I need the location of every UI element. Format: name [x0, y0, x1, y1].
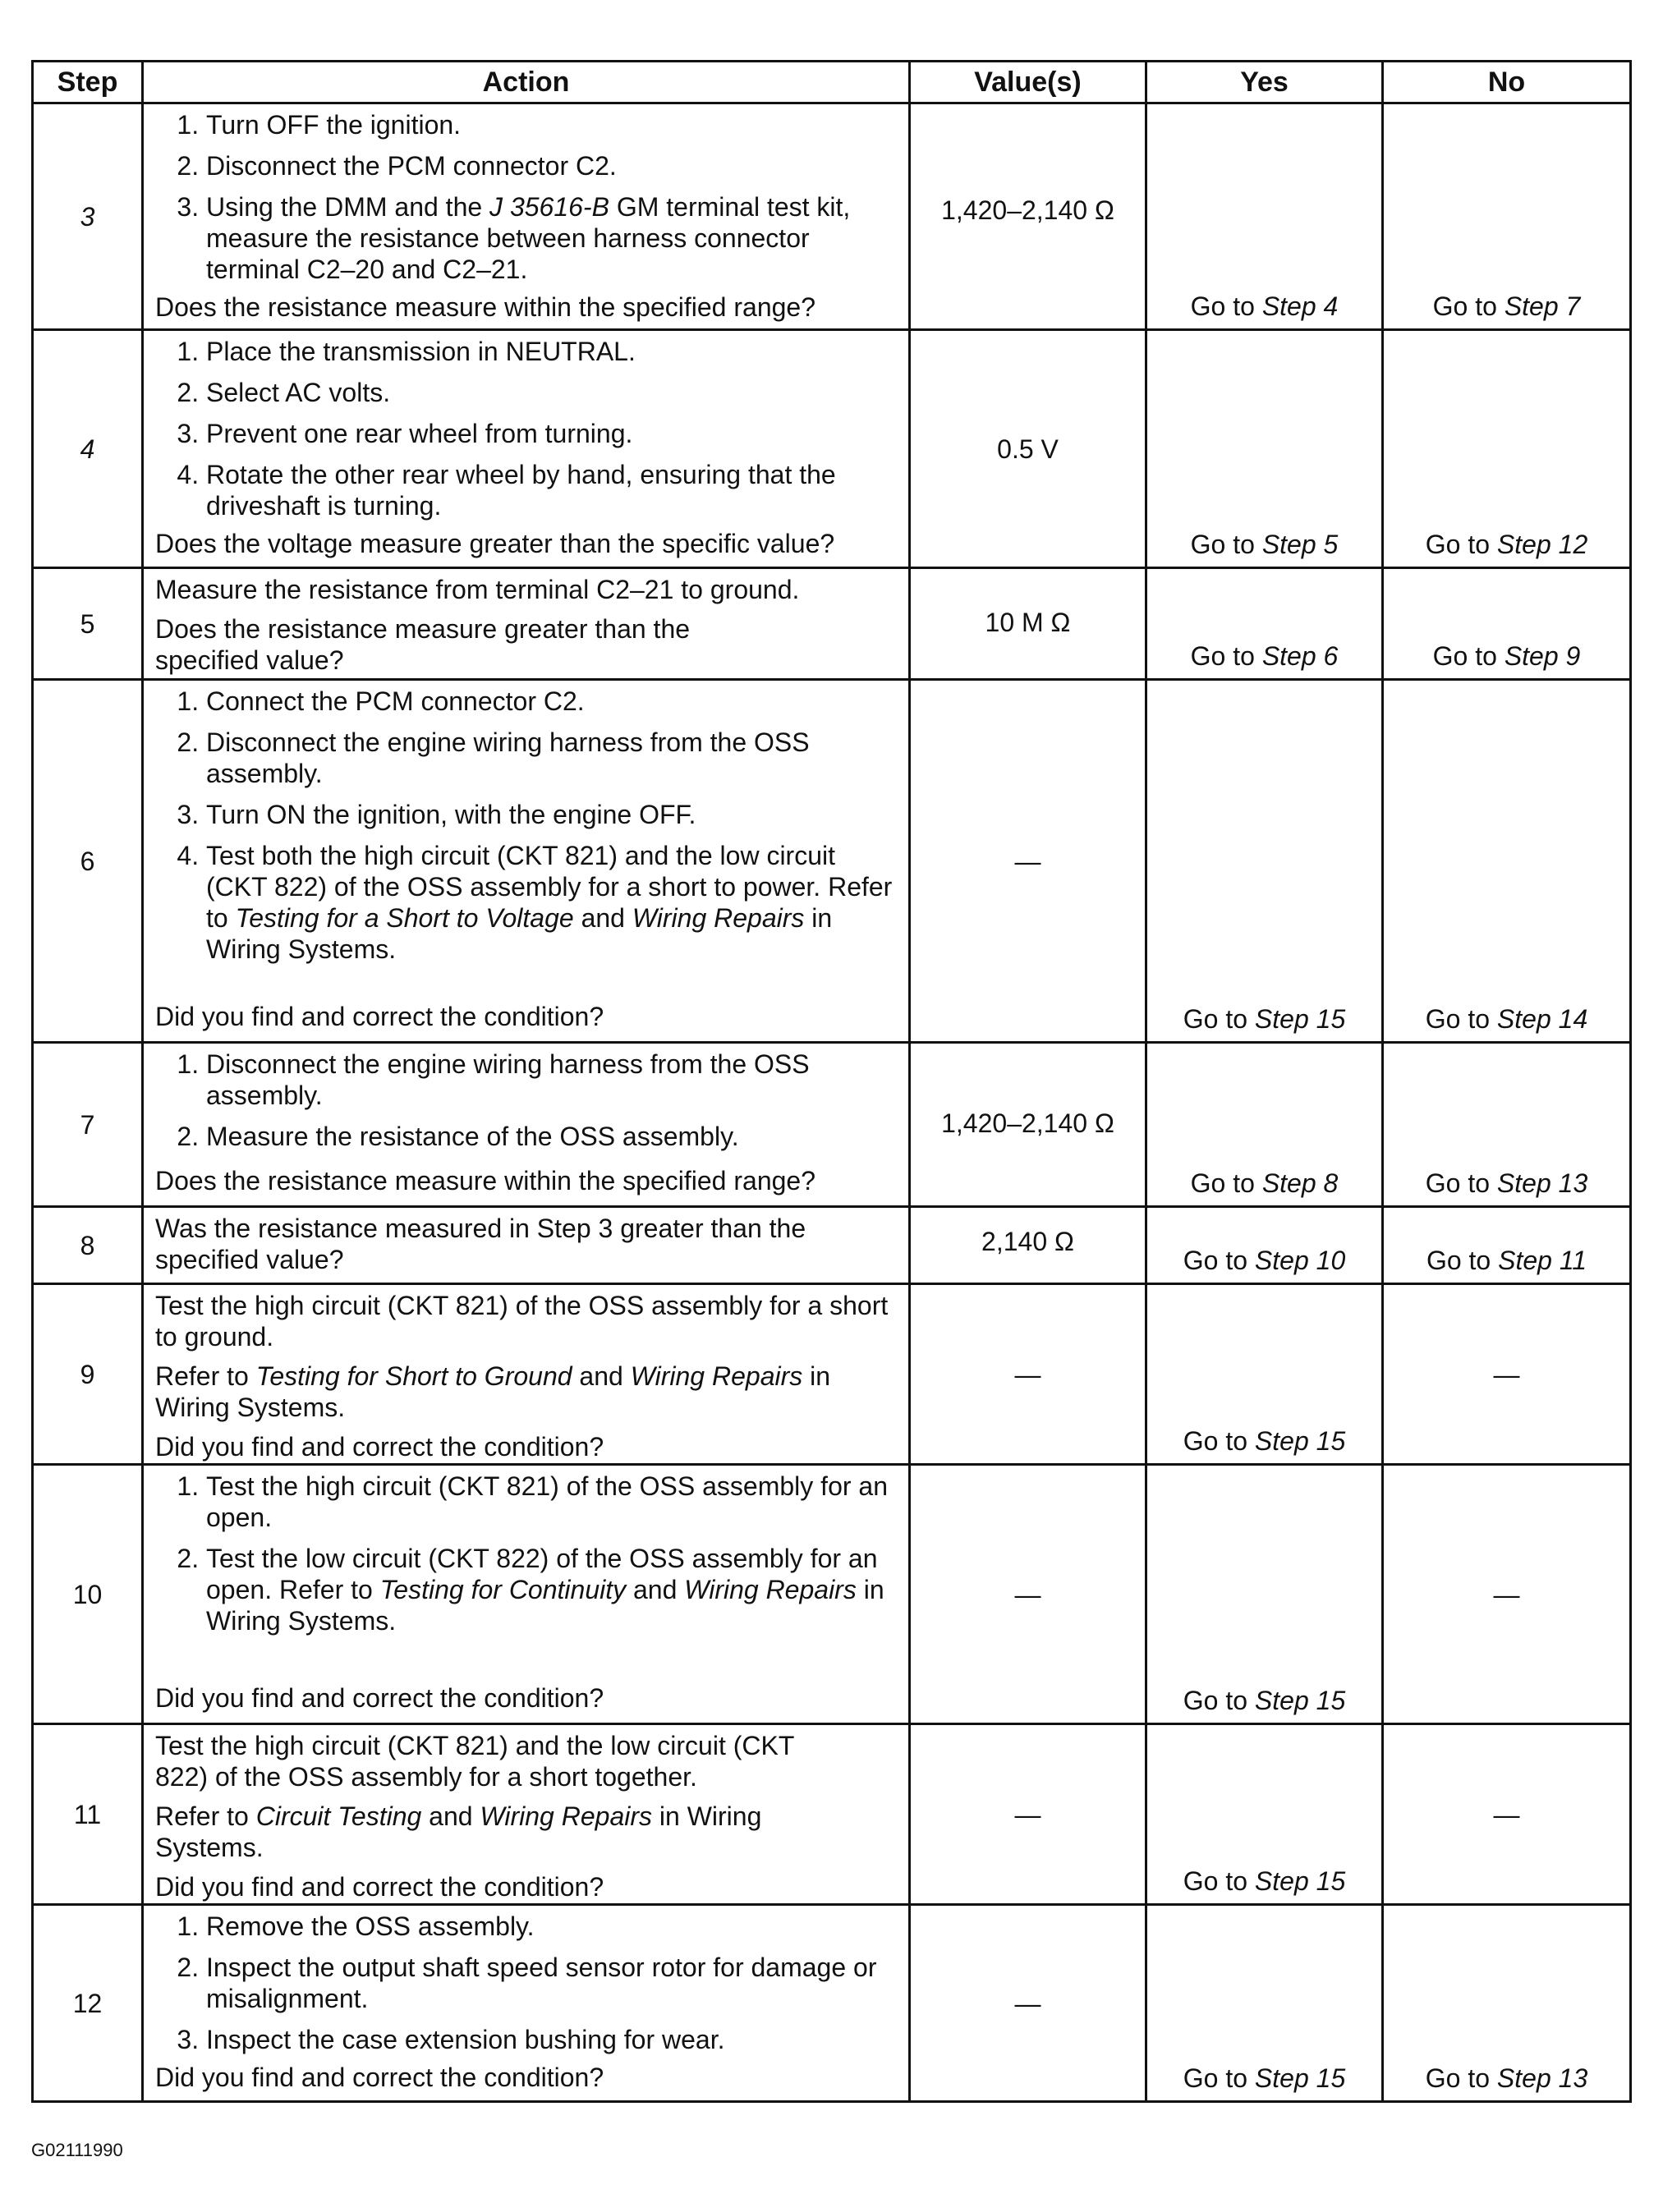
action-cell [143, 103, 910, 330]
list-item: 1. Remove the OSS assembly. [206, 1911, 897, 1942]
list-item: 2. Disconnect the engine wiring harness from the OSS assembly. [206, 727, 897, 789]
list-item: 1. Disconnect the engine wiring harness from the OSS assembly. [206, 1049, 897, 1111]
no-cell: Go to Step 11 [1383, 1207, 1631, 1284]
table-row [33, 1207, 1631, 1284]
header-yes: Yes [1146, 62, 1383, 103]
action-cell [143, 1465, 910, 1724]
question-text: Did you find and correct the condition? [155, 2063, 604, 2092]
step-number: 12 [33, 1905, 143, 2102]
list-item: 3. Prevent one rear wheel from turning. [206, 418, 897, 449]
diagnostic-table-document [31, 60, 1629, 2103]
no-cell: Go to Step 14 [1383, 680, 1631, 1043]
value-cell: 0.5 V [910, 330, 1146, 568]
yes-cell: Go to Step 10 [1146, 1207, 1383, 1284]
header-step: Step [33, 62, 143, 103]
action-text: Test the high circuit (CKT 821) and the low circuit (CKT 822) of the OSS assembly for a short together. [155, 1731, 794, 1792]
diagnostic-steps-table [31, 60, 1632, 2103]
no-cell: — [1383, 1284, 1631, 1465]
no-cell: Go to Step 13 [1383, 1043, 1631, 1207]
yes-cell: Go to Step 5 [1146, 330, 1383, 568]
value-cell: — [910, 1724, 1146, 1905]
question-text: Did you find and correct the condition? [155, 1872, 604, 1902]
action-cell [143, 1043, 910, 1207]
value-cell: — [910, 1284, 1146, 1465]
question-text: Did you find and correct the condition? [155, 1432, 604, 1462]
step-number: 7 [33, 1043, 143, 1207]
list-item: 2. Select AC volts. [206, 377, 897, 408]
table-header-row [33, 62, 1631, 103]
no-cell: Go to Step 9 [1383, 568, 1631, 680]
yes-cell: Go to Step 6 [1146, 568, 1383, 680]
table-row [33, 103, 1631, 330]
table-row [33, 1284, 1631, 1465]
header-no: No [1383, 62, 1631, 103]
value-cell: 2,140 Ω [910, 1207, 1146, 1284]
yes-cell: Go to Step 15 [1146, 1284, 1383, 1465]
header-values: Value(s) [910, 62, 1146, 103]
question-text: Does the resistance measure within the specified range? [155, 292, 815, 322]
action-cell [143, 1905, 910, 2102]
yes-cell: Go to Step 8 [1146, 1043, 1383, 1207]
step-number: 9 [33, 1284, 143, 1465]
action-cell [143, 330, 910, 568]
table-row [33, 330, 1631, 568]
table-row [33, 568, 1631, 680]
table-row [33, 680, 1631, 1043]
yes-cell: Go to Step 4 [1146, 103, 1383, 330]
refer-text: Refer to Circuit Testing and Wiring Repairs in Wiring Systems. [155, 1801, 762, 1862]
list-item: 2. Measure the resistance of the OSS assembly. [206, 1121, 897, 1152]
action-cell [143, 1284, 910, 1465]
question-text: Does the resistance measure within the specified range? [155, 1166, 815, 1195]
value-cell: — [910, 1465, 1146, 1724]
yes-cell: Go to Step 15 [1146, 1905, 1383, 2102]
question-text: Did you find and correct the condition? [155, 1683, 604, 1713]
step-number: 11 [33, 1724, 143, 1905]
table-row [33, 1724, 1631, 1905]
list-item: 1. Connect the PCM connector C2. [206, 686, 897, 717]
question-text: Does the voltage measure greater than the specific value? [155, 529, 835, 558]
list-item: 4. Rotate the other rear wheel by hand, ensuring that the driveshaft is turning. [206, 459, 897, 521]
list-item: 3. Inspect the case extension bushing for wear. [206, 2024, 897, 2055]
action-cell [143, 1207, 910, 1284]
step-number: 10 [33, 1465, 143, 1724]
list-item: 4. Test both the high circuit (CKT 821) and the low circuit (CKT 822) of the OSS assembly for a short to power. Refer to Testing for a Short to Voltage and Wiring Repairs in Wiring Systems. [206, 840, 897, 965]
action-text: Measure the resistance from terminal C2–21 to ground. [155, 575, 800, 604]
list-item: 1. Turn OFF the ignition. [206, 109, 897, 140]
table-row [33, 1465, 1631, 1724]
list-item: 3. Using the DMM and the J 35616-B GM terminal test kit, measure the resistance between harness connector terminal C2–20 and C2–21. [206, 191, 897, 285]
question-text: Was the resistance measured in Step 3 greater than the specified value? [155, 1214, 806, 1274]
action-cell [143, 1724, 910, 1905]
no-cell: Go to Step 7 [1383, 103, 1631, 330]
no-cell: Go to Step 13 [1383, 1905, 1631, 2102]
value-cell: 1,420–2,140 Ω [910, 103, 1146, 330]
figure-id-label: G02111990 [31, 2140, 123, 2160]
no-cell: Go to Step 12 [1383, 330, 1631, 568]
step-number: 5 [33, 568, 143, 680]
question-text: Did you find and correct the condition? [155, 1002, 604, 1031]
value-cell: — [910, 1905, 1146, 2102]
list-item: 3. Turn ON the ignition, with the engine OFF. [206, 799, 897, 830]
step-number: 3 [33, 103, 143, 330]
action-text: Test the high circuit (CKT 821) of the OSS assembly for a short to ground. [155, 1291, 889, 1352]
value-cell: 10 M Ω [910, 568, 1146, 680]
action-cell [143, 568, 910, 680]
list-item: 1. Place the transmission in NEUTRAL. [206, 336, 897, 367]
refer-text: Refer to Testing for Short to Ground and Wiring Repairs in Wiring Systems. [155, 1361, 831, 1422]
value-cell: — [910, 680, 1146, 1043]
table-row [33, 1043, 1631, 1207]
value-cell: 1,420–2,140 Ω [910, 1043, 1146, 1207]
table-row [33, 1905, 1631, 2102]
list-item: 2. Inspect the output shaft speed sensor rotor for damage or misalignment. [206, 1952, 897, 2014]
step-number: 8 [33, 1207, 143, 1284]
header-action: Action [143, 62, 910, 103]
no-cell: — [1383, 1465, 1631, 1724]
yes-cell: Go to Step 15 [1146, 1724, 1383, 1905]
action-cell [143, 680, 910, 1043]
yes-cell: Go to Step 15 [1146, 680, 1383, 1043]
list-item: 2. Disconnect the PCM connector C2. [206, 150, 897, 181]
step-number: 4 [33, 330, 143, 568]
no-cell: — [1383, 1724, 1631, 1905]
list-item: 2. Test the low circuit (CKT 822) of the OSS assembly for an open. Refer to Testing for Continuity and Wiring Repairs in Wiring Systems. [206, 1543, 897, 1636]
question-text: Does the resistance measure greater than the specified value? [155, 614, 691, 675]
list-item: 1. Test the high circuit (CKT 821) of the OSS assembly for an open. [206, 1471, 897, 1533]
yes-cell: Go to Step 15 [1146, 1465, 1383, 1724]
step-number: 6 [33, 680, 143, 1043]
